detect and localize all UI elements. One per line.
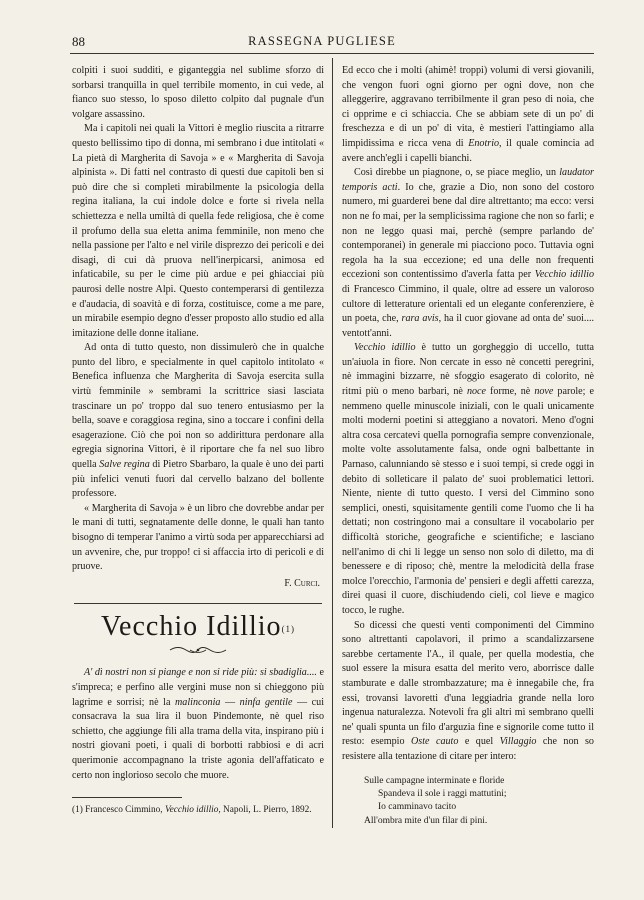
paragraph: Ed ecco che i molti (ahimè! troppi) volumi di versi giovanili, che vengon fuori ogni giorno per ogni dove, non che alleggerire, aggravano terribilmente il gran peso di noia, che ci opprime e ci schiaccia. Che se abbiam sete di un po' di freschezza e di un po' di vita, è mestieri l'attingiamo alla limpidissima e ricca vena di Enotrio, il quale comincia ad avere anch'egli i capelli bianchi. [342, 65, 594, 164]
left-column [72, 64, 324, 816]
title-footnote-mark: (1) [281, 624, 296, 635]
paragraph: colpiti i suoi sudditi, e giganteggia nel sublime sforzo di sorbarsi tranquilla in quel terribile momento, in cui vede, al fianco suo stesso, lo sposo diletto colpito dal pugnale d'un volgare assassino. [72, 65, 324, 120]
footnote: (1) Francesco Cimmino, Vecchio idillio, Napoli, L. Pierro, 1892. [72, 805, 312, 816]
poem-line: Sulle campagne interminate e floride [364, 775, 505, 786]
paragraph: Ma i capitoli nei quali la Vittori è meglio riuscita a ritrarre questo bellissimo tipo di donna, mi sembrano i due intitolati « La pietà di Margherita di Savoja » e « Margherita di Savoja alpinista ». Di fatti nel contrasto di questi due capitoli ben si può dire che si completi mirabilmente la psicologia della regina italiana, la cui indole dolce e forte si rivela nella schiettezza e nella umiltà di quella fede religiosa, che è come il profumo della sua eletta anima femminile, non meno che nella passione per l'alto e nel virile disprezzo dei pericoli e dei disagi, di cui dà pruova nell'inerpicarsi, animosa ed infaticabile, su per le cime più ardue e pei ghiacciai più paurosi delle nostre Alpi. Questo contemperarsi di gentilezza e d'audacia, di soavità e di forza, costituisce, come a me pare, un mirabile esempio degno d'esser proposto allo studio ed alla imitazione delle donne italiane. [72, 123, 324, 339]
paragraph: Vecchio idillio è tutto un gorgheggio di uccello, tutta un'aiuola in fiore. Non cercate in esso nè concetti peregrini, nè immagini bizzarre, nè sfoggio esagerato di colorito, nè ritmi più o meno barbari, nè noce forme, nè nove parole; e nemmeno quelle minuscole iniziali, con le quali unicamente molti moderni poetini si atteggiano a novatori. Meno d'ogni altra cosa cercatevi quella pornografia sempre convenzionale, molte volte assolutamente falsa, onde ogni balbettante in Parnaso, calunniando sè stesso e i suoi tempi, si crede oggi in debito di solleticare il palato de' suoi problematici lettori. Niente, niente di tutto questo. I versi del Cimmino sono semplici, onesti, squisitamente gentili come l'uomo che li ha dettati; non costringono mai a consultare il vocabolario per difficoltà storiche, geografiche e scientifiche; e lasciano nell'animo di chi li legge un senso non solo di diletto, ma di benessere e di riposo; chè, mentre la melodicità della frase molce l'orecchio, l'armonia de' pensieri e degli affetti carezza, direi quasi il cuore, dischiudendo cieli, col lieve e magico tocco, le rughe. [342, 342, 594, 616]
column-divider [332, 58, 333, 828]
paragraph: Così direbbe un piagnone, o, se piace meglio, un laudator temporis acti. Io che, grazie a Dio, non sono del costoro numero, mi guarderei bene dal dire altrettanto; ma ecco: versi non ne fo mai, per la semplicissima ragione che non so farli; e non ne leggo quasi mai, perchè (sempre parlando de' contemporanei) in generale mi piacciono poco. Tuttavia ogni regola ha la sua eccezione; ed una delle non frequenti eccezioni son contentissimo d'averla fatta per Vecchio idillio di Francesco Cimmino, il quale, oltre ad essere un valoroso cultore di letterature orientali ed un elegante conferenziere, è un poeta, che, rara avis, ha il cuor giovane ad onta de' suoi.... ventott'anni. [342, 167, 595, 339]
right-column [342, 64, 594, 828]
poem-quote [364, 775, 594, 829]
paragraph: Ad onta di tutto questo, non dissimulerò che in qualche punto del libro, e specialmente in quel capitolo intitolato « Benefica influenza che Margherita di Savoja esercita sulla virtù femminile » sembrami la scrittrice siasi lasciata trascinare un po' troppo dal suo tenero entusiasmo per la bella, soave e coraggiosa regina, sino a toccare i confini della esagerazione. Ciò che poi non so addirittura perdonare alla egregia signorina Vittori, è il riportare che fa nel suo libro quella Salve regina di Pietro Sbarbaro, la quale è uno dei parti più infelici venuti fuori dal cervello balzano del bollente professore. [72, 342, 324, 500]
poem-line: Io camminavo tacito [378, 802, 457, 813]
poem-line: All'ombra mite d'un filar di pini. [364, 815, 488, 826]
footnote-rule [72, 797, 182, 798]
paragraph: So dicessi che questi venti componimenti del Cimmino sono altrettanti capolavori, il primo a scandalizzarsene sarebbe certamente l'A., il quale, per quella modestia, che suol essere la misura esatta del merito vero, aborrisce dalle stamburate e dalle strombazzature; ma è innegabile che, fra essi, trovansi lavoretti d'una leggiadria grande nella loro ingenua naturalezza. Notevoli fra gli altri mi sembrano quelli ne' quali spunta un filo d'arguzia fine e signorile come tutto il resto: esempio Oste cauto e quel Villaggio che non so resistere alla tentazione di citare per intero: [342, 619, 594, 762]
ornament-flourish-icon [72, 644, 324, 656]
paragraph: « Margherita di Savoja » è un libro che dovrebbe andar per le mani di tutti, segnatamente delle donne, le quali han tanto bisogno di temperar l'animo a virtù soda per apparecchiarsi ad un avvenire, che, pur troppo! ci si affaccia irto di pericoli e di pruove. [72, 502, 324, 573]
page-number: 88 [72, 34, 85, 49]
section-rule [74, 603, 322, 604]
running-title: RASSEGNA PUGLIESE [248, 34, 396, 48]
paragraph: A' dì nostri non si piange e non si ride più: si sbadiglia.... e s'impreca; e perfino alle vergini muse non si chieggono più lagrime e sorrisi; nè la malinconia — ninfa gentile — cui consacrava la sua lira il buon Pindemonte, nè quel riso schietto, che aggiunge fili alla trama della vita, inspirano più i nostri giovani poeti, i quali di borbotti rabbiosi e di acri querimonie accompagnano la triste agonia dell'affaticato e certo non inglorioso secolo che muore. [72, 667, 325, 781]
poem-line: Spandeva il sole i raggi mattutini; [378, 788, 507, 799]
author-signature: F. Curci. [284, 577, 320, 589]
header-rule [70, 53, 594, 54]
article-title: Vecchio Idillio$^{(1)}$ [100, 611, 296, 643]
